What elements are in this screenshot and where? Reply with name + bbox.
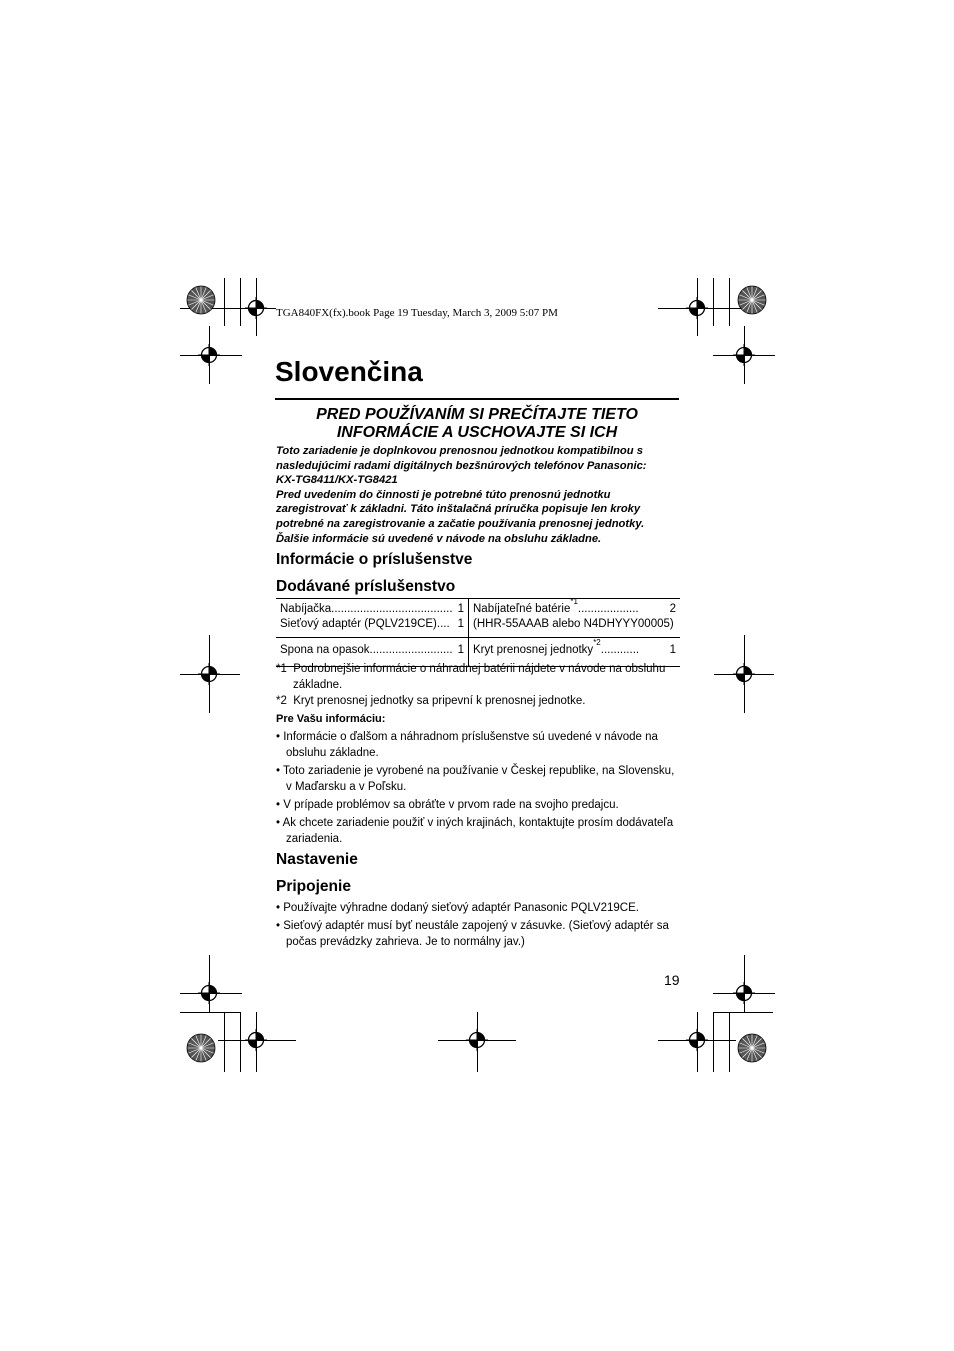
registration-mark-icon — [733, 344, 755, 366]
registration-mark-icon — [198, 663, 220, 685]
footnote: *2 Kryt prenosnej jednotky sa pripevní k prenosnej jednotke. — [276, 695, 586, 707]
registration-mark-icon — [733, 663, 755, 685]
page-title: Slovenčina — [275, 356, 423, 387]
battery-model: (HHR-55AAAB alebo N4DHYYY00005) — [473, 618, 674, 630]
registration-mark-icon — [686, 297, 708, 319]
page-number: 19 — [664, 972, 680, 988]
info-lead: Pre Vašu informáciu: — [276, 713, 386, 725]
registration-mark-icon — [245, 297, 267, 319]
intro-paragraph: Pred uvedením do činnosti je potrebné túto prenosnú jednotku zaregistrovať k základni. Táto inštalačná príručka popisuje len kroky potrebné na zaregistrovanie a začatie používania prenosnej jednotky. Ďalšie informácie sú uvedené v návode na obsluhu základne. — [276, 488, 645, 545]
intro-text — [276, 444, 680, 546]
bullet-item: • Ak chcete zariadenie použiť v iných krajinách, kontaktujte prosím dodávateľa zariadenia. — [276, 817, 674, 845]
accessory-item: Sieťový adaptér (PQLV219CE) .... 1 — [280, 618, 464, 630]
bullet-item: • Informácie o ďalšom a náhradnom príslušenstve sú uvedené v návode na obsluhu základne. — [276, 731, 658, 759]
registration-mark-icon — [466, 1029, 488, 1051]
warning-heading: PRED POUŽÍVANÍM SI PREČÍTAJTE TIETO INFORMÁCIE A USCHOVAJTE SI ICH — [316, 406, 638, 441]
intro-paragraph: Toto zariadenie je doplnkovou prenosnou jednotkou kompatibilnou s nasledujúcimi radami digitálnych bezšnúrových telefónov Panasonic: KX-TG8411/KX-TG8421 — [276, 445, 647, 487]
registration-mark-icon — [733, 982, 755, 1004]
accessories-table — [276, 598, 680, 667]
title-rule — [275, 398, 679, 400]
info-notes — [276, 711, 680, 847]
bullet-item: • Toto zariadenie je vyrobené na používanie v Českej republike, na Slovensku, v Maďarsku a v Poľsku. — [276, 765, 675, 793]
table-cell — [469, 599, 681, 638]
section-heading: Informácie o príslušenstve — [276, 551, 473, 568]
color-target-icon — [186, 1033, 216, 1063]
accessory-item: Nabíjačka ...................................... 1 — [280, 603, 464, 615]
section-heading: Nastavenie — [276, 851, 358, 868]
registration-mark-icon — [686, 1029, 708, 1051]
registration-mark-icon — [198, 982, 220, 1004]
color-target-icon — [737, 1033, 767, 1063]
accessory-item: Nabíjateľné batérie *1 ................... 2 — [473, 597, 676, 615]
footnotes — [276, 661, 680, 709]
print-header: TGA840FX(fx).book Page 19 Tuesday, March 3, 2009 5:07 PM — [276, 307, 558, 319]
accessory-item: Kryt prenosnej jednotky *2 ............ 1 — [473, 638, 676, 656]
accessory-item: Spona na opasok .......................... 1 — [280, 644, 464, 656]
bullet-item: • Používajte výhradne dodaný sieťový adaptér Panasonic PQLV219CE. — [276, 902, 639, 914]
connection-notes — [276, 900, 680, 950]
table-cell — [276, 599, 469, 638]
color-target-icon — [737, 285, 767, 315]
color-target-icon — [186, 285, 216, 315]
registration-mark-icon — [245, 1029, 267, 1051]
footnote: *1 Podrobnejšie informácie o náhradnej batérii nájdete v návode na obsluhu základne. — [276, 663, 666, 691]
subsection-heading: Pripojenie — [276, 878, 351, 895]
subsection-heading: Dodávané príslušenstvo — [276, 578, 456, 595]
bullet-item: • V prípade problémov sa obráťte v prvom rade na svojho predajcu. — [276, 799, 619, 811]
registration-mark-icon — [198, 344, 220, 366]
bullet-item: • Sieťový adaptér musí byť neustále zapojený v zásuvke. (Sieťový adaptér sa počas prevádzky zahrieva. Je to normálny jav.) — [276, 920, 669, 948]
